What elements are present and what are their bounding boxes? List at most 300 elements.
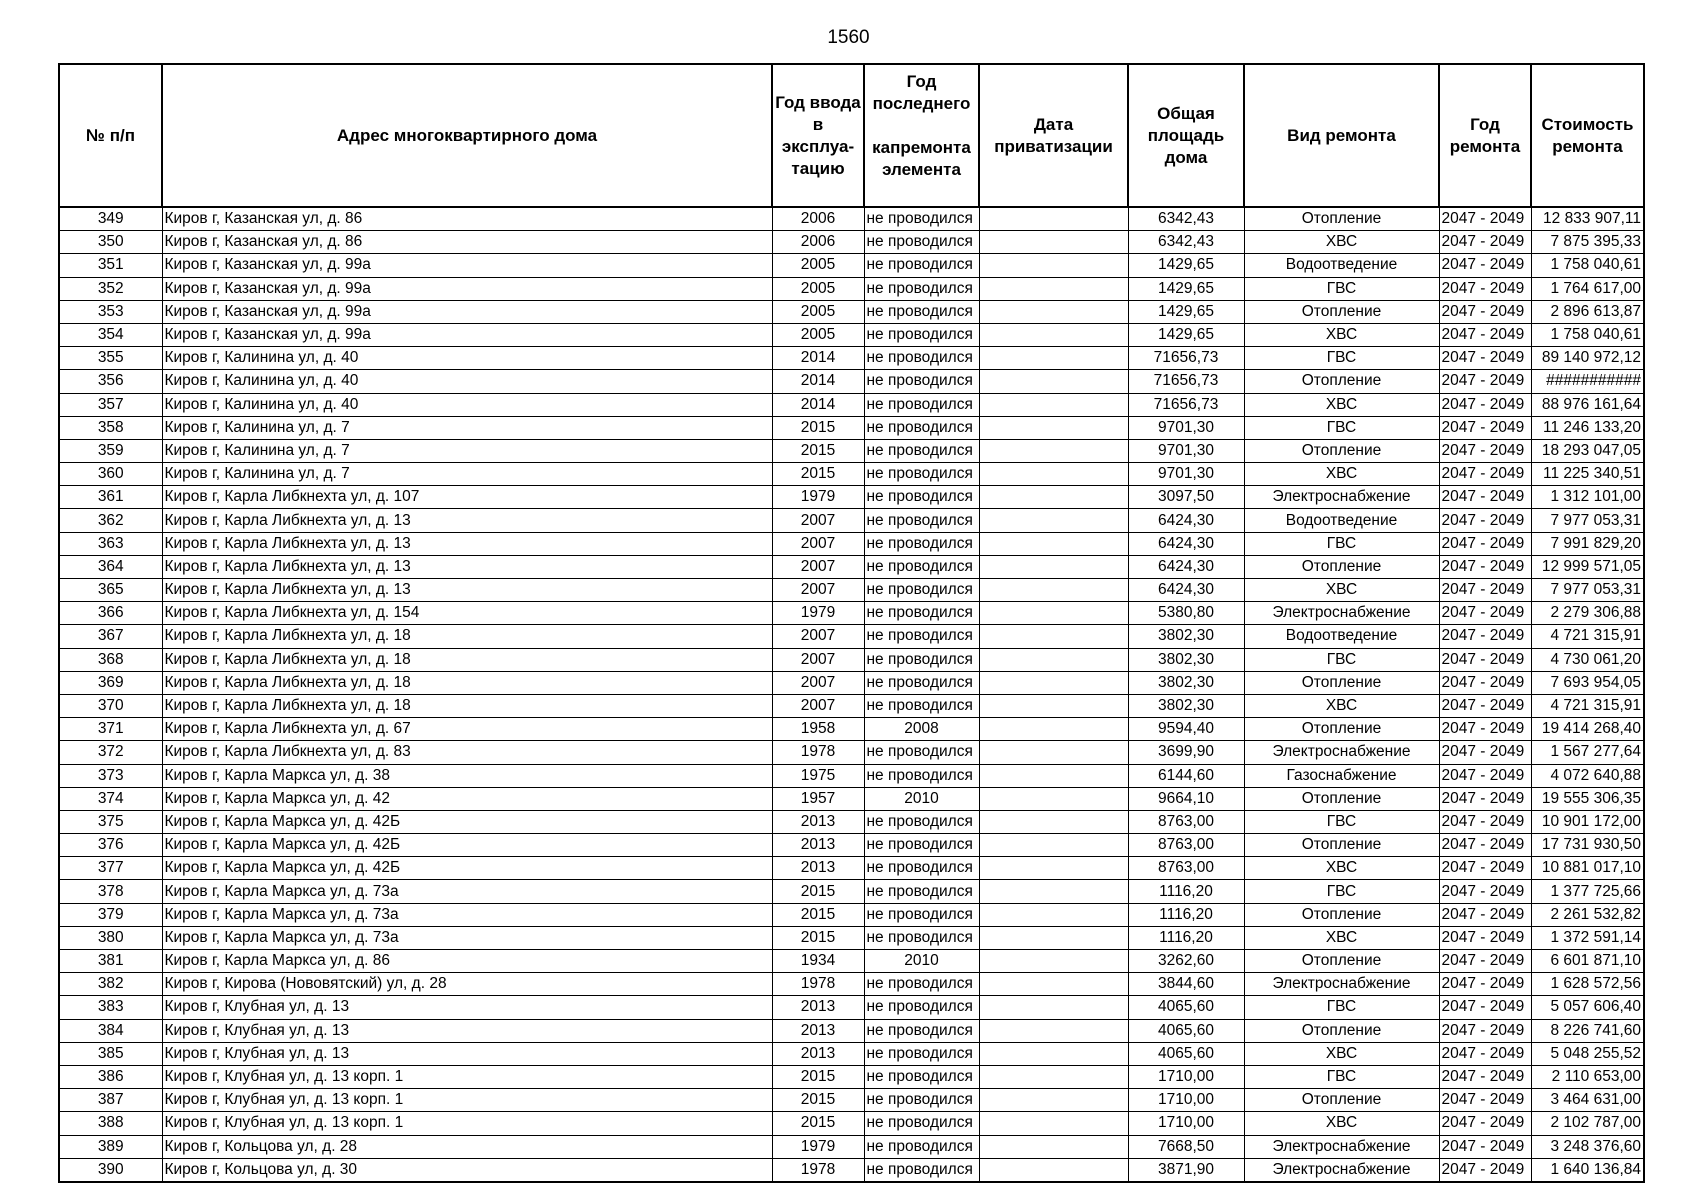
header-privatization: Дата приватизации (979, 64, 1128, 207)
cell-cost: ########### (1531, 370, 1644, 393)
cell-address: Киров г, Карла Либкнехта ул, д. 13 (162, 509, 772, 532)
cell-address: Киров г, Калинина ул, д. 7 (162, 416, 772, 439)
cell-year-built: 2013 (772, 1019, 864, 1042)
cell-address: Киров г, Карла Либкнехта ул, д. 18 (162, 671, 772, 694)
cell-privatization (979, 555, 1128, 578)
cell-privatization (979, 625, 1128, 648)
cell-repair-period: 2047 - 2049 (1439, 277, 1531, 300)
cell-privatization (979, 950, 1128, 973)
cell-privatization (979, 926, 1128, 949)
cell-repair-period: 2047 - 2049 (1439, 579, 1531, 602)
cell-repair-type: ГВС (1244, 648, 1439, 671)
cell-repair-period: 2047 - 2049 (1439, 903, 1531, 926)
cell-repair-type: ХВС (1244, 926, 1439, 949)
cell-year-built: 1978 (772, 741, 864, 764)
table-row (59, 1089, 1644, 1112)
cell-privatization (979, 903, 1128, 926)
cell-cost: 12 999 571,05 (1531, 555, 1644, 578)
cell-repair-period: 2047 - 2049 (1439, 648, 1531, 671)
table-row (59, 810, 1644, 833)
table-row (59, 787, 1644, 810)
cell-area: 3802,30 (1128, 625, 1244, 648)
table-row (59, 764, 1644, 787)
cell-repair-period: 2047 - 2049 (1439, 463, 1531, 486)
cell-area: 3802,30 (1128, 671, 1244, 694)
cell-num: 380 (59, 926, 162, 949)
cell-num: 351 (59, 254, 162, 277)
cell-num: 370 (59, 694, 162, 717)
cell-repair-period: 2047 - 2049 (1439, 439, 1531, 462)
cell-repair-type: ХВС (1244, 323, 1439, 346)
cell-area: 3262,60 (1128, 950, 1244, 973)
cell-area: 3802,30 (1128, 648, 1244, 671)
table-row (59, 996, 1644, 1019)
cell-year-built: 2015 (772, 1089, 864, 1112)
cell-year-built: 2013 (772, 1042, 864, 1065)
cell-address: Киров г, Карла Либкнехта ул, д. 13 (162, 579, 772, 602)
table-row (59, 950, 1644, 973)
cell-num: 355 (59, 347, 162, 370)
repair-register-table (58, 63, 1645, 1183)
cell-last-capital-repair: не проводился (864, 323, 979, 346)
cell-area: 9701,30 (1128, 439, 1244, 462)
cell-cost: 1 372 591,14 (1531, 926, 1644, 949)
cell-repair-period: 2047 - 2049 (1439, 486, 1531, 509)
cell-repair-type: Электроснабжение (1244, 1158, 1439, 1182)
table-row (59, 857, 1644, 880)
cell-repair-period: 2047 - 2049 (1439, 393, 1531, 416)
header-num: № п/п (59, 64, 162, 207)
header-repair-type: Вид ремонта (1244, 64, 1439, 207)
cell-year-built: 1975 (772, 764, 864, 787)
header-repair-year: Год ремонта (1439, 64, 1531, 207)
table-row (59, 926, 1644, 949)
cell-privatization (979, 648, 1128, 671)
cell-year-built: 2013 (772, 834, 864, 857)
cell-repair-period: 2047 - 2049 (1439, 694, 1531, 717)
cell-last-capital-repair: не проводился (864, 857, 979, 880)
table-row (59, 880, 1644, 903)
table-row (59, 347, 1644, 370)
cell-cost: 4 721 315,91 (1531, 694, 1644, 717)
cell-cost: 8 226 741,60 (1531, 1019, 1644, 1042)
cell-privatization (979, 694, 1128, 717)
table-row (59, 532, 1644, 555)
cell-repair-period: 2047 - 2049 (1439, 509, 1531, 532)
cell-area: 3097,50 (1128, 486, 1244, 509)
cell-cost: 7 991 829,20 (1531, 532, 1644, 555)
cell-privatization (979, 834, 1128, 857)
cell-num: 386 (59, 1065, 162, 1088)
table-header-row (59, 64, 1644, 207)
table-row (59, 648, 1644, 671)
cell-cost: 19 555 306,35 (1531, 787, 1644, 810)
cell-year-built: 2015 (772, 1065, 864, 1088)
cell-year-built: 1979 (772, 602, 864, 625)
cell-repair-period: 2047 - 2049 (1439, 996, 1531, 1019)
cell-area: 1429,65 (1128, 254, 1244, 277)
cell-cost: 88 976 161,64 (1531, 393, 1644, 416)
cell-address: Киров г, Карла Маркса ул, д. 42 (162, 787, 772, 810)
cell-cost: 7 693 954,05 (1531, 671, 1644, 694)
cell-repair-type: Электроснабжение (1244, 741, 1439, 764)
cell-year-built: 2007 (772, 532, 864, 555)
cell-num: 383 (59, 996, 162, 1019)
cell-year-built: 1978 (772, 973, 864, 996)
cell-cost: 1 758 040,61 (1531, 323, 1644, 346)
cell-address: Киров г, Клубная ул, д. 13 корп. 1 (162, 1112, 772, 1135)
table-row (59, 694, 1644, 717)
cell-area: 3699,90 (1128, 741, 1244, 764)
cell-repair-type: ГВС (1244, 810, 1439, 833)
cell-last-capital-repair: не проводился (864, 1112, 979, 1135)
cell-privatization (979, 347, 1128, 370)
cell-num: 367 (59, 625, 162, 648)
cell-last-capital-repair: не проводился (864, 463, 979, 486)
cell-year-built: 2007 (772, 579, 864, 602)
cell-area: 6424,30 (1128, 579, 1244, 602)
cell-repair-type: ХВС (1244, 1042, 1439, 1065)
cell-repair-type: ХВС (1244, 579, 1439, 602)
cell-area: 6424,30 (1128, 555, 1244, 578)
cell-year-built: 2013 (772, 996, 864, 1019)
cell-num: 352 (59, 277, 162, 300)
cell-repair-type: ГВС (1244, 532, 1439, 555)
cell-num: 349 (59, 207, 162, 231)
cell-area: 4065,60 (1128, 1042, 1244, 1065)
cell-address: Киров г, Клубная ул, д. 13 (162, 1042, 772, 1065)
cell-privatization (979, 439, 1128, 462)
cell-last-capital-repair: не проводился (864, 1042, 979, 1065)
cell-year-built: 1958 (772, 718, 864, 741)
cell-last-capital-repair: не проводился (864, 996, 979, 1019)
cell-address: Киров г, Карла Маркса ул, д. 73а (162, 880, 772, 903)
cell-year-built: 2007 (772, 694, 864, 717)
header-cost: Стоимость ремонта (1531, 64, 1644, 207)
cell-repair-type: Электроснабжение (1244, 486, 1439, 509)
cell-num: 368 (59, 648, 162, 671)
cell-repair-type: Отопление (1244, 1089, 1439, 1112)
cell-privatization (979, 323, 1128, 346)
table-row (59, 463, 1644, 486)
cell-year-built: 2013 (772, 810, 864, 833)
table-body (59, 207, 1644, 1182)
cell-repair-type: ХВС (1244, 857, 1439, 880)
cell-privatization (979, 764, 1128, 787)
cell-cost: 4 072 640,88 (1531, 764, 1644, 787)
cell-privatization (979, 532, 1128, 555)
cell-last-capital-repair: не проводился (864, 207, 979, 231)
cell-last-capital-repair: не проводился (864, 694, 979, 717)
cell-year-built: 1934 (772, 950, 864, 973)
cell-privatization (979, 741, 1128, 764)
cell-area: 3802,30 (1128, 694, 1244, 717)
cell-num: 384 (59, 1019, 162, 1042)
header-year-built: Год ввода в эксплуа-тацию (772, 64, 864, 207)
cell-year-built: 2015 (772, 1112, 864, 1135)
cell-cost: 89 140 972,12 (1531, 347, 1644, 370)
cell-address: Киров г, Клубная ул, д. 13 корп. 1 (162, 1065, 772, 1088)
cell-privatization (979, 973, 1128, 996)
cell-num: 374 (59, 787, 162, 810)
cell-address: Киров г, Карла Либкнехта ул, д. 154 (162, 602, 772, 625)
cell-area: 1116,20 (1128, 903, 1244, 926)
table-row (59, 486, 1644, 509)
cell-last-capital-repair: 2010 (864, 787, 979, 810)
cell-num: 358 (59, 416, 162, 439)
cell-repair-type: Отопление (1244, 555, 1439, 578)
cell-repair-type: Электроснабжение (1244, 1135, 1439, 1158)
cell-repair-period: 2047 - 2049 (1439, 625, 1531, 648)
header-area: Общая площадь дома (1128, 64, 1244, 207)
cell-repair-period: 2047 - 2049 (1439, 950, 1531, 973)
table-row (59, 1019, 1644, 1042)
cell-num: 371 (59, 718, 162, 741)
cell-repair-period: 2047 - 2049 (1439, 810, 1531, 833)
cell-repair-period: 2047 - 2049 (1439, 1135, 1531, 1158)
cell-cost: 17 731 930,50 (1531, 834, 1644, 857)
table-row (59, 323, 1644, 346)
cell-privatization (979, 1042, 1128, 1065)
cell-repair-period: 2047 - 2049 (1439, 880, 1531, 903)
cell-privatization (979, 231, 1128, 254)
cell-last-capital-repair: не проводился (864, 254, 979, 277)
cell-cost: 12 833 907,11 (1531, 207, 1644, 231)
cell-num: 377 (59, 857, 162, 880)
table-row (59, 579, 1644, 602)
cell-repair-type: Отопление (1244, 834, 1439, 857)
cell-area: 9701,30 (1128, 416, 1244, 439)
cell-repair-period: 2047 - 2049 (1439, 857, 1531, 880)
cell-address: Киров г, Карла Маркса ул, д. 86 (162, 950, 772, 973)
cell-year-built: 2007 (772, 625, 864, 648)
cell-repair-type: Отопление (1244, 1019, 1439, 1042)
cell-year-built: 2007 (772, 671, 864, 694)
cell-cost: 3 248 376,60 (1531, 1135, 1644, 1158)
cell-repair-type: Водоотведение (1244, 254, 1439, 277)
cell-last-capital-repair: не проводился (864, 555, 979, 578)
cell-num: 389 (59, 1135, 162, 1158)
cell-repair-period: 2047 - 2049 (1439, 1065, 1531, 1088)
cell-area: 7668,50 (1128, 1135, 1244, 1158)
cell-cost: 1 758 040,61 (1531, 254, 1644, 277)
cell-privatization (979, 1019, 1128, 1042)
cell-cost: 11 246 133,20 (1531, 416, 1644, 439)
cell-cost: 18 293 047,05 (1531, 439, 1644, 462)
cell-area: 9594,40 (1128, 718, 1244, 741)
cell-repair-period: 2047 - 2049 (1439, 532, 1531, 555)
cell-privatization (979, 1158, 1128, 1182)
cell-year-built: 2006 (772, 207, 864, 231)
page-number: 1560 (827, 27, 870, 48)
cell-repair-period: 2047 - 2049 (1439, 787, 1531, 810)
table-row (59, 370, 1644, 393)
cell-last-capital-repair: не проводился (864, 1135, 979, 1158)
cell-num: 381 (59, 950, 162, 973)
cell-num: 365 (59, 579, 162, 602)
cell-last-capital-repair: не проводился (864, 509, 979, 532)
cell-cost: 1 377 725,66 (1531, 880, 1644, 903)
cell-area: 1710,00 (1128, 1089, 1244, 1112)
cell-address: Киров г, Калинина ул, д. 7 (162, 463, 772, 486)
cell-num: 385 (59, 1042, 162, 1065)
cell-repair-type: Отопление (1244, 207, 1439, 231)
table-row (59, 207, 1644, 231)
cell-last-capital-repair: не проводился (864, 393, 979, 416)
cell-area: 6144,60 (1128, 764, 1244, 787)
cell-privatization (979, 1065, 1128, 1088)
cell-cost: 2 110 653,00 (1531, 1065, 1644, 1088)
cell-last-capital-repair: не проводился (864, 1065, 979, 1088)
cell-last-capital-repair: не проводился (864, 903, 979, 926)
table-row (59, 416, 1644, 439)
cell-address: Киров г, Карла Либкнехта ул, д. 67 (162, 718, 772, 741)
cell-year-built: 2014 (772, 370, 864, 393)
cell-last-capital-repair: не проводился (864, 231, 979, 254)
cell-year-built: 2015 (772, 416, 864, 439)
table-row (59, 1065, 1644, 1088)
cell-address: Киров г, Калинина ул, д. 7 (162, 439, 772, 462)
cell-num: 359 (59, 439, 162, 462)
cell-cost: 10 901 172,00 (1531, 810, 1644, 833)
cell-repair-period: 2047 - 2049 (1439, 207, 1531, 231)
cell-area: 4065,60 (1128, 996, 1244, 1019)
table-row (59, 625, 1644, 648)
cell-privatization (979, 602, 1128, 625)
cell-area: 3871,90 (1128, 1158, 1244, 1182)
cell-last-capital-repair: не проводился (864, 416, 979, 439)
cell-num: 363 (59, 532, 162, 555)
cell-cost: 11 225 340,51 (1531, 463, 1644, 486)
cell-repair-period: 2047 - 2049 (1439, 300, 1531, 323)
cell-repair-type: Отопление (1244, 903, 1439, 926)
cell-cost: 7 977 053,31 (1531, 579, 1644, 602)
table-row (59, 741, 1644, 764)
cell-repair-period: 2047 - 2049 (1439, 555, 1531, 578)
cell-address: Киров г, Калинина ул, д. 40 (162, 370, 772, 393)
cell-address: Киров г, Клубная ул, д. 13 (162, 1019, 772, 1042)
cell-last-capital-repair: 2010 (864, 950, 979, 973)
table-row (59, 973, 1644, 996)
table-row (59, 1158, 1644, 1182)
cell-last-capital-repair: не проводился (864, 880, 979, 903)
cell-cost: 2 279 306,88 (1531, 602, 1644, 625)
cell-num: 362 (59, 509, 162, 532)
cell-repair-period: 2047 - 2049 (1439, 834, 1531, 857)
cell-num: 369 (59, 671, 162, 694)
cell-area: 1116,20 (1128, 926, 1244, 949)
cell-num: 357 (59, 393, 162, 416)
cell-last-capital-repair: не проводился (864, 347, 979, 370)
cell-num: 364 (59, 555, 162, 578)
cell-year-built: 2007 (772, 555, 864, 578)
table-row (59, 555, 1644, 578)
cell-cost: 7 875 395,33 (1531, 231, 1644, 254)
cell-num: 361 (59, 486, 162, 509)
cell-last-capital-repair: не проводился (864, 741, 979, 764)
cell-cost: 1 764 617,00 (1531, 277, 1644, 300)
cell-privatization (979, 996, 1128, 1019)
cell-num: 373 (59, 764, 162, 787)
cell-area: 1710,00 (1128, 1065, 1244, 1088)
cell-year-built: 2006 (772, 231, 864, 254)
cell-num: 375 (59, 810, 162, 833)
cell-repair-type: Газоснабжение (1244, 764, 1439, 787)
cell-area: 8763,00 (1128, 857, 1244, 880)
cell-num: 353 (59, 300, 162, 323)
cell-cost: 4 730 061,20 (1531, 648, 1644, 671)
cell-address: Киров г, Кирова (Нововятский) ул, д. 28 (162, 973, 772, 996)
cell-num: 350 (59, 231, 162, 254)
cell-num: 354 (59, 323, 162, 346)
header-last-cap-line2: капремонта элемента (872, 138, 971, 179)
cell-year-built: 2007 (772, 648, 864, 671)
cell-last-capital-repair: 2008 (864, 718, 979, 741)
cell-repair-period: 2047 - 2049 (1439, 370, 1531, 393)
cell-cost: 10 881 017,10 (1531, 857, 1644, 880)
cell-num: 388 (59, 1112, 162, 1135)
cell-year-built: 2015 (772, 463, 864, 486)
table-row (59, 277, 1644, 300)
cell-last-capital-repair: не проводился (864, 810, 979, 833)
cell-privatization (979, 1112, 1128, 1135)
cell-area: 8763,00 (1128, 810, 1244, 833)
cell-area: 6424,30 (1128, 532, 1244, 555)
cell-num: 378 (59, 880, 162, 903)
cell-repair-type: ГВС (1244, 1065, 1439, 1088)
cell-num: 360 (59, 463, 162, 486)
cell-last-capital-repair: не проводился (864, 277, 979, 300)
cell-address: Киров г, Карла Маркса ул, д. 38 (162, 764, 772, 787)
cell-area: 1429,65 (1128, 323, 1244, 346)
cell-privatization (979, 463, 1128, 486)
cell-cost: 2 261 532,82 (1531, 903, 1644, 926)
cell-address: Киров г, Казанская ул, д. 99а (162, 254, 772, 277)
cell-cost: 19 414 268,40 (1531, 718, 1644, 741)
cell-area: 71656,73 (1128, 393, 1244, 416)
cell-repair-type: ГВС (1244, 996, 1439, 1019)
cell-last-capital-repair: не проводился (864, 486, 979, 509)
cell-year-built: 2014 (772, 393, 864, 416)
cell-cost: 2 896 613,87 (1531, 300, 1644, 323)
cell-address: Киров г, Клубная ул, д. 13 корп. 1 (162, 1089, 772, 1112)
cell-num: 387 (59, 1089, 162, 1112)
cell-repair-type: ХВС (1244, 393, 1439, 416)
cell-repair-type: ГВС (1244, 277, 1439, 300)
table-row (59, 903, 1644, 926)
cell-last-capital-repair: не проводился (864, 671, 979, 694)
cell-repair-period: 2047 - 2049 (1439, 1089, 1531, 1112)
cell-repair-period: 2047 - 2049 (1439, 1158, 1531, 1182)
cell-last-capital-repair: не проводился (864, 300, 979, 323)
cell-last-capital-repair: не проводился (864, 1089, 979, 1112)
cell-year-built: 1979 (772, 486, 864, 509)
cell-address: Киров г, Карла Либкнехта ул, д. 107 (162, 486, 772, 509)
cell-repair-period: 2047 - 2049 (1439, 254, 1531, 277)
cell-area: 1429,65 (1128, 300, 1244, 323)
cell-repair-period: 2047 - 2049 (1439, 1042, 1531, 1065)
header-address: Адрес многоквартирного дома (162, 64, 772, 207)
cell-repair-period: 2047 - 2049 (1439, 718, 1531, 741)
cell-address: Киров г, Казанская ул, д. 86 (162, 207, 772, 231)
cell-repair-type: ХВС (1244, 231, 1439, 254)
cell-cost: 1 640 136,84 (1531, 1158, 1644, 1182)
cell-area: 71656,73 (1128, 370, 1244, 393)
table-row (59, 300, 1644, 323)
table-row (59, 1112, 1644, 1135)
cell-cost: 5 048 255,52 (1531, 1042, 1644, 1065)
cell-privatization (979, 671, 1128, 694)
